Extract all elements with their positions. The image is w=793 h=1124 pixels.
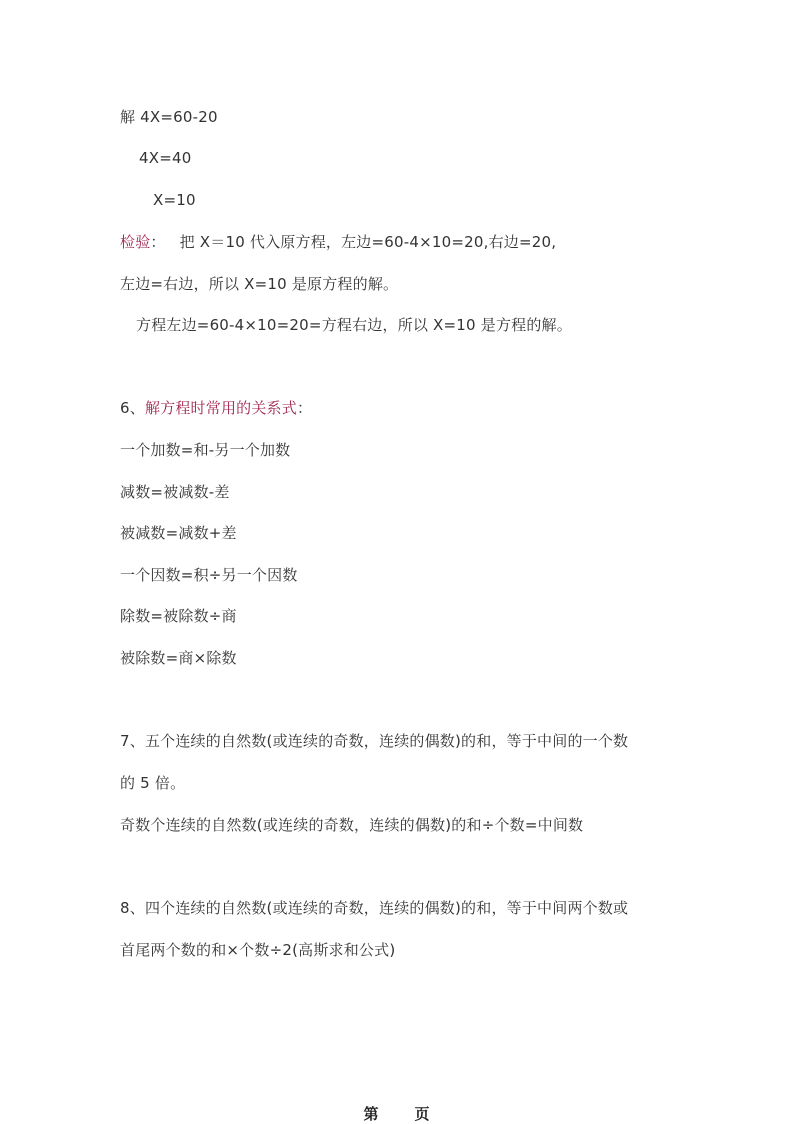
check-text: 把 X＝10 代入原方程，左边=60-4×10=20,右边=20, — [179, 233, 557, 251]
section-6-title: 解方程时常用的关系式 — [144, 399, 297, 417]
relation-item: 被除数=商×除数 — [120, 649, 237, 667]
footer-page-label-right: 页 — [414, 1105, 430, 1123]
page-footer — [0, 1104, 793, 1124]
check-label: 检验 — [120, 233, 151, 251]
footer-page-label-left: 第 — [363, 1105, 379, 1123]
check-line-2: 左边=右边，所以 X=10 是原方程的解。 — [120, 275, 399, 293]
section-6-colon: ： — [296, 399, 313, 417]
relation-item: 减数=被减数-差 — [120, 483, 230, 501]
relation-item: 除数=被除数÷商 — [120, 607, 237, 625]
relation-item: 被减数=减数+差 — [120, 524, 237, 542]
check-line-1 — [120, 232, 556, 252]
section-8-line-2: 首尾两个数的和×个数÷2(高斯求和公式) — [120, 941, 396, 959]
section-6-heading — [120, 398, 312, 418]
section-7-line-1: 7、五个连续的自然数(或连续的奇数，连续的偶数)的和，等于中间的一个数 — [120, 732, 629, 750]
check-colon: ： — [150, 233, 166, 251]
section-8-line-1: 8、四个连续的自然数(或连续的奇数，连续的偶数)的和，等于中间两个数或 — [120, 899, 629, 917]
solution-step-1: 解 4X=60-20 — [120, 108, 218, 126]
solution-step-2: 4X=40 — [139, 149, 192, 167]
section-7-line-3: 奇数个连续的自然数(或连续的奇数，连续的偶数)的和÷个数=中间数 — [120, 816, 584, 834]
solution-step-3: X=10 — [153, 191, 196, 209]
section-7-line-2: 的 5 倍。 — [120, 774, 186, 792]
check-line-3: 方程左边=60-4×10=20=方程右边，所以 X=10 是方程的解。 — [136, 316, 572, 334]
section-6-number: 6、 — [120, 399, 145, 417]
relation-item: 一个加数=和-另一个加数 — [120, 441, 291, 459]
relation-item: 一个因数=积÷另一个因数 — [120, 566, 298, 584]
